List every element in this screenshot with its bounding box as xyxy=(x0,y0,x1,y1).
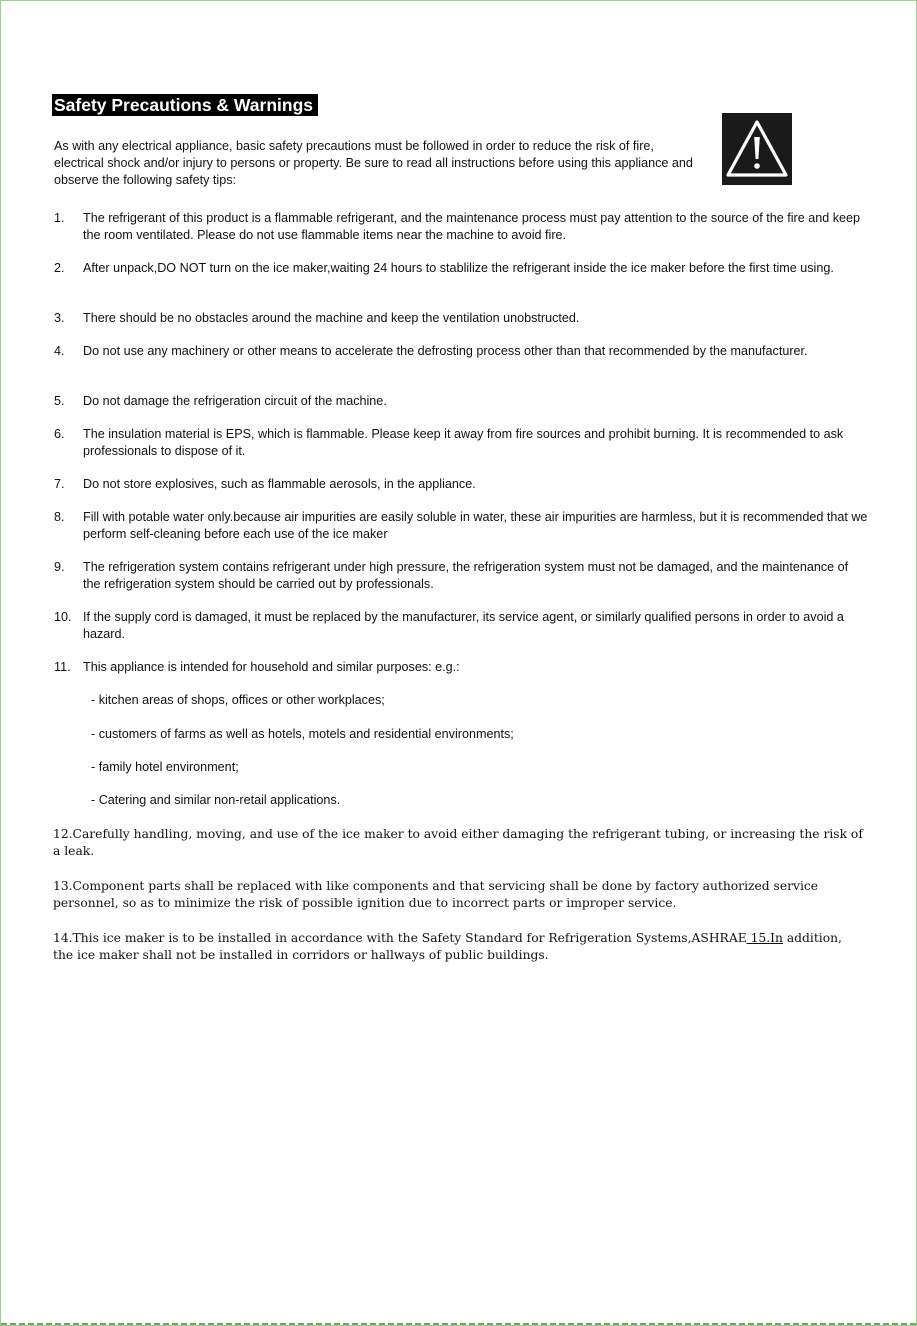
item-text: The insulation material is EPS, which is flammable. Please keep it away from fire sources and prohibit burning. It is recommended to ask professionals to dispose of it. xyxy=(83,427,844,458)
list-item xyxy=(54,210,869,244)
intro-paragraph: As with any electrical appliance, basic safety precautions must be followed in order to reduce the risk of fire, electrical shock and/or injury to persons or property. Be sure to read all instructions before using this appliance and observe the following safety tips: xyxy=(54,139,693,187)
item-number: 6. xyxy=(54,427,65,441)
item-text: Do not store explosives, such as flammable aerosols, in the appliance. xyxy=(83,477,476,491)
sub-list-item: - customers of farms as well as hotels, motels and residential environments; xyxy=(91,727,514,741)
item-text: If the supply cord is damaged, it must be replaced by the manufacturer, its service agent, or similarly qualified persons in order to avoid a hazard. xyxy=(83,610,844,641)
list-item xyxy=(54,343,869,360)
list-item-12: 12.Carefully handling, moving, and use of the ice maker to avoid either damaging the refrigerant tubing, or increasing the risk of a leak. xyxy=(53,827,863,858)
list-item xyxy=(54,476,869,493)
item-14-text-after: addition, the ice maker shall not be installed in corridors or hallways of public buildings. xyxy=(53,931,842,962)
sub-list-item: - Catering and similar non-retail applications. xyxy=(91,793,341,807)
item-text: The refrigerant of this product is a flammable refrigerant, and the maintenance process must pay attention to the source of the fire and keep the room ventilated. Please do not use flammable items near the machine to avoid fire. xyxy=(83,211,861,242)
item-number: 5. xyxy=(54,394,65,408)
sub-list-item: - kitchen areas of shops, offices or other workplaces; xyxy=(91,693,385,707)
warning-triangle-icon xyxy=(722,113,792,185)
sub-list-item: - family hotel environment; xyxy=(91,760,239,774)
item-number: 3. xyxy=(54,311,65,325)
item-number: 11. xyxy=(54,660,71,674)
item-14-underlined-text: 15.In xyxy=(746,931,783,945)
list-item xyxy=(54,310,869,327)
item-text: There should be no obstacles around the machine and keep the ventilation unobstructed. xyxy=(83,311,580,325)
list-item xyxy=(54,659,869,676)
list-item xyxy=(54,426,869,460)
item-number: 8. xyxy=(54,510,65,524)
page-title: Safety Precautions & Warnings xyxy=(52,94,318,116)
item-number: 9. xyxy=(54,560,65,574)
item-text: The refrigeration system contains refrigerant under high pressure, the refrigeration system must not be damaged, and the maintenance of the refrigeration system should be carried out by professionals. xyxy=(83,560,849,591)
item-text: After unpack,DO NOT turn on the ice maker,waiting 24 hours to stablilize the refrigerant inside the ice maker before the first time using. xyxy=(83,261,834,275)
item-number: 1. xyxy=(54,211,65,225)
item-text: Fill with potable water only.because air impurities are easily soluble in water, these air impurities are harmless, but it is recommended that we perform self-cleaning before each use of the ice maker xyxy=(83,510,868,541)
list-item xyxy=(54,393,869,410)
list-item xyxy=(54,559,869,593)
page-bottom-border xyxy=(1,1323,916,1325)
item-number: 4. xyxy=(54,344,65,358)
list-item-13: 13.Component parts shall be replaced with like components and that servicing shall be done by factory authorized service personnel, so as to minimize the risk of possible ignition due to incorrect parts or improper service. xyxy=(53,879,819,910)
item-text: Do not use any machinery or other means to accelerate the defrosting process other than that recommended by the manufacturer. xyxy=(83,344,808,358)
item-number: 7. xyxy=(54,477,65,491)
item-14-text-before: 14.This ice maker is to be installed in accordance with the Safety Standard for Refrigeration Systems,ASHRAE xyxy=(53,931,747,945)
list-item xyxy=(54,260,869,277)
item-text: This appliance is intended for household and similar purposes: e.g.: xyxy=(83,660,460,674)
item-number: 2. xyxy=(54,261,65,275)
list-item xyxy=(54,609,869,643)
list-item-14 xyxy=(53,930,863,964)
list-item xyxy=(54,509,869,543)
item-text: Do not damage the refrigeration circuit of the machine. xyxy=(83,394,387,408)
item-number: 10. xyxy=(54,610,72,624)
